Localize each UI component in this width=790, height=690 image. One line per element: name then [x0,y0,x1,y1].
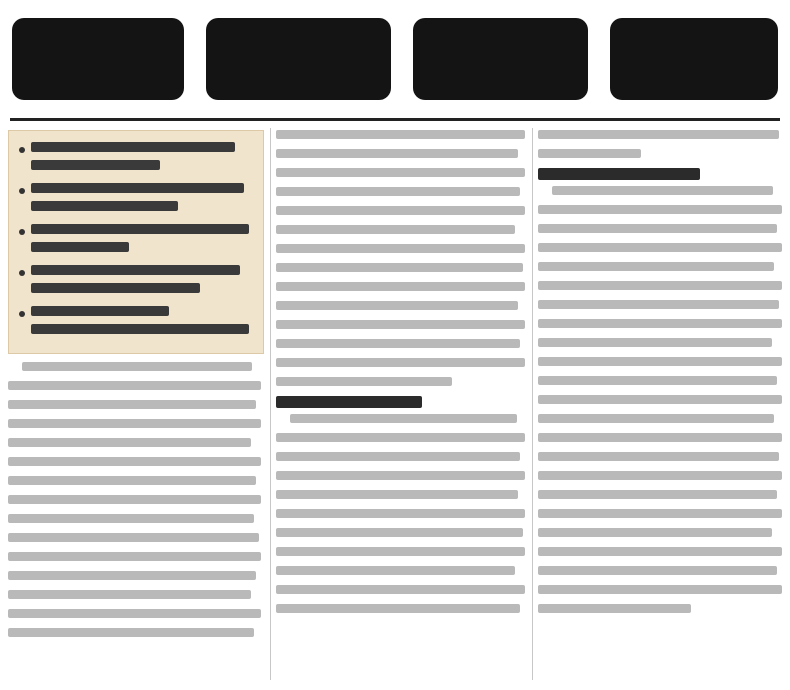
headline [12,8,778,110]
bullet-text [31,265,253,301]
bullet-dot [19,229,25,235]
text-line [31,160,160,170]
bullet-item [19,183,253,219]
text-line [31,201,178,211]
text-line [538,566,777,575]
text-line [22,362,252,371]
text-line [290,414,517,423]
text-line [276,301,518,310]
article-column-1 [8,130,264,647]
bullet-item [19,142,253,178]
text-line [31,242,129,252]
text-line [8,438,251,447]
text-line [538,149,641,158]
text-line [276,225,515,234]
text-line [552,186,773,195]
text-line [8,476,256,485]
text-line [276,433,525,442]
text-line [276,130,525,139]
text-line [538,395,782,404]
text-line [538,281,782,290]
text-line [538,300,779,309]
text-line [276,585,525,594]
text-line [538,528,772,537]
column-rule [270,128,271,680]
text-line [538,224,777,233]
bullet-text [31,142,253,178]
bullet-dot [19,270,25,276]
text-line [31,283,200,293]
text-line [276,509,525,518]
text-line [538,604,691,613]
text-line [276,528,523,537]
text-line [31,224,249,234]
bullet-text [31,224,253,260]
headline-text [12,18,184,100]
text-line [8,419,261,428]
text-line [8,533,259,542]
text-line [538,547,782,556]
text-line [8,571,256,580]
bullet-dot [19,311,25,317]
article-column-2 [276,130,528,623]
text-line [276,263,523,272]
headline-text [610,18,778,100]
summary-box [8,130,264,354]
text-line [276,547,525,556]
text-line [276,168,525,177]
body-text [8,362,264,637]
article-column-3 [538,130,784,623]
text-line [538,338,772,347]
text-line [8,514,254,523]
text-line [8,457,261,466]
text-line [276,377,452,386]
headline-text [206,18,391,100]
bullet-item [19,306,253,342]
body-text [276,130,528,386]
column-rule [532,128,533,680]
text-line [276,206,525,215]
text-line [538,490,777,499]
section-heading [538,168,700,180]
text-line [31,183,244,193]
text-line [538,414,774,423]
text-line [276,282,525,291]
headline-text [413,18,588,100]
headline-rule [10,118,780,121]
text-line [31,306,169,316]
text-line [276,452,520,461]
text-line [31,324,249,334]
text-line [538,130,779,139]
body-text [538,130,784,158]
text-line [276,149,518,158]
bullet-text [31,183,253,219]
text-line [276,187,520,196]
text-line [276,490,518,499]
text-line [538,262,774,271]
section-heading [276,396,422,408]
text-line [276,566,515,575]
text-line [31,265,240,275]
text-line [276,339,520,348]
text-line [8,609,261,618]
text-line [276,244,525,253]
bullet-dot [19,147,25,153]
body-text [276,414,528,613]
text-line [538,585,782,594]
text-line [538,471,782,480]
bullet-item [19,265,253,301]
bullet-text [31,306,253,342]
text-line [276,358,525,367]
bullet-dot [19,188,25,194]
bullet-item [19,224,253,260]
text-line [538,243,782,252]
text-line [276,471,525,480]
text-line [31,142,235,152]
text-line [538,433,782,442]
text-line [8,495,261,504]
text-line [8,628,254,637]
text-line [276,320,525,329]
text-line [538,319,782,328]
text-line [538,509,782,518]
text-line [8,381,261,390]
text-line [538,205,782,214]
text-line [8,552,261,561]
text-line [538,452,779,461]
text-line [8,400,256,409]
text-line [8,590,251,599]
text-line [538,376,777,385]
body-text [538,186,784,613]
text-line [538,357,782,366]
text-line [276,604,520,613]
